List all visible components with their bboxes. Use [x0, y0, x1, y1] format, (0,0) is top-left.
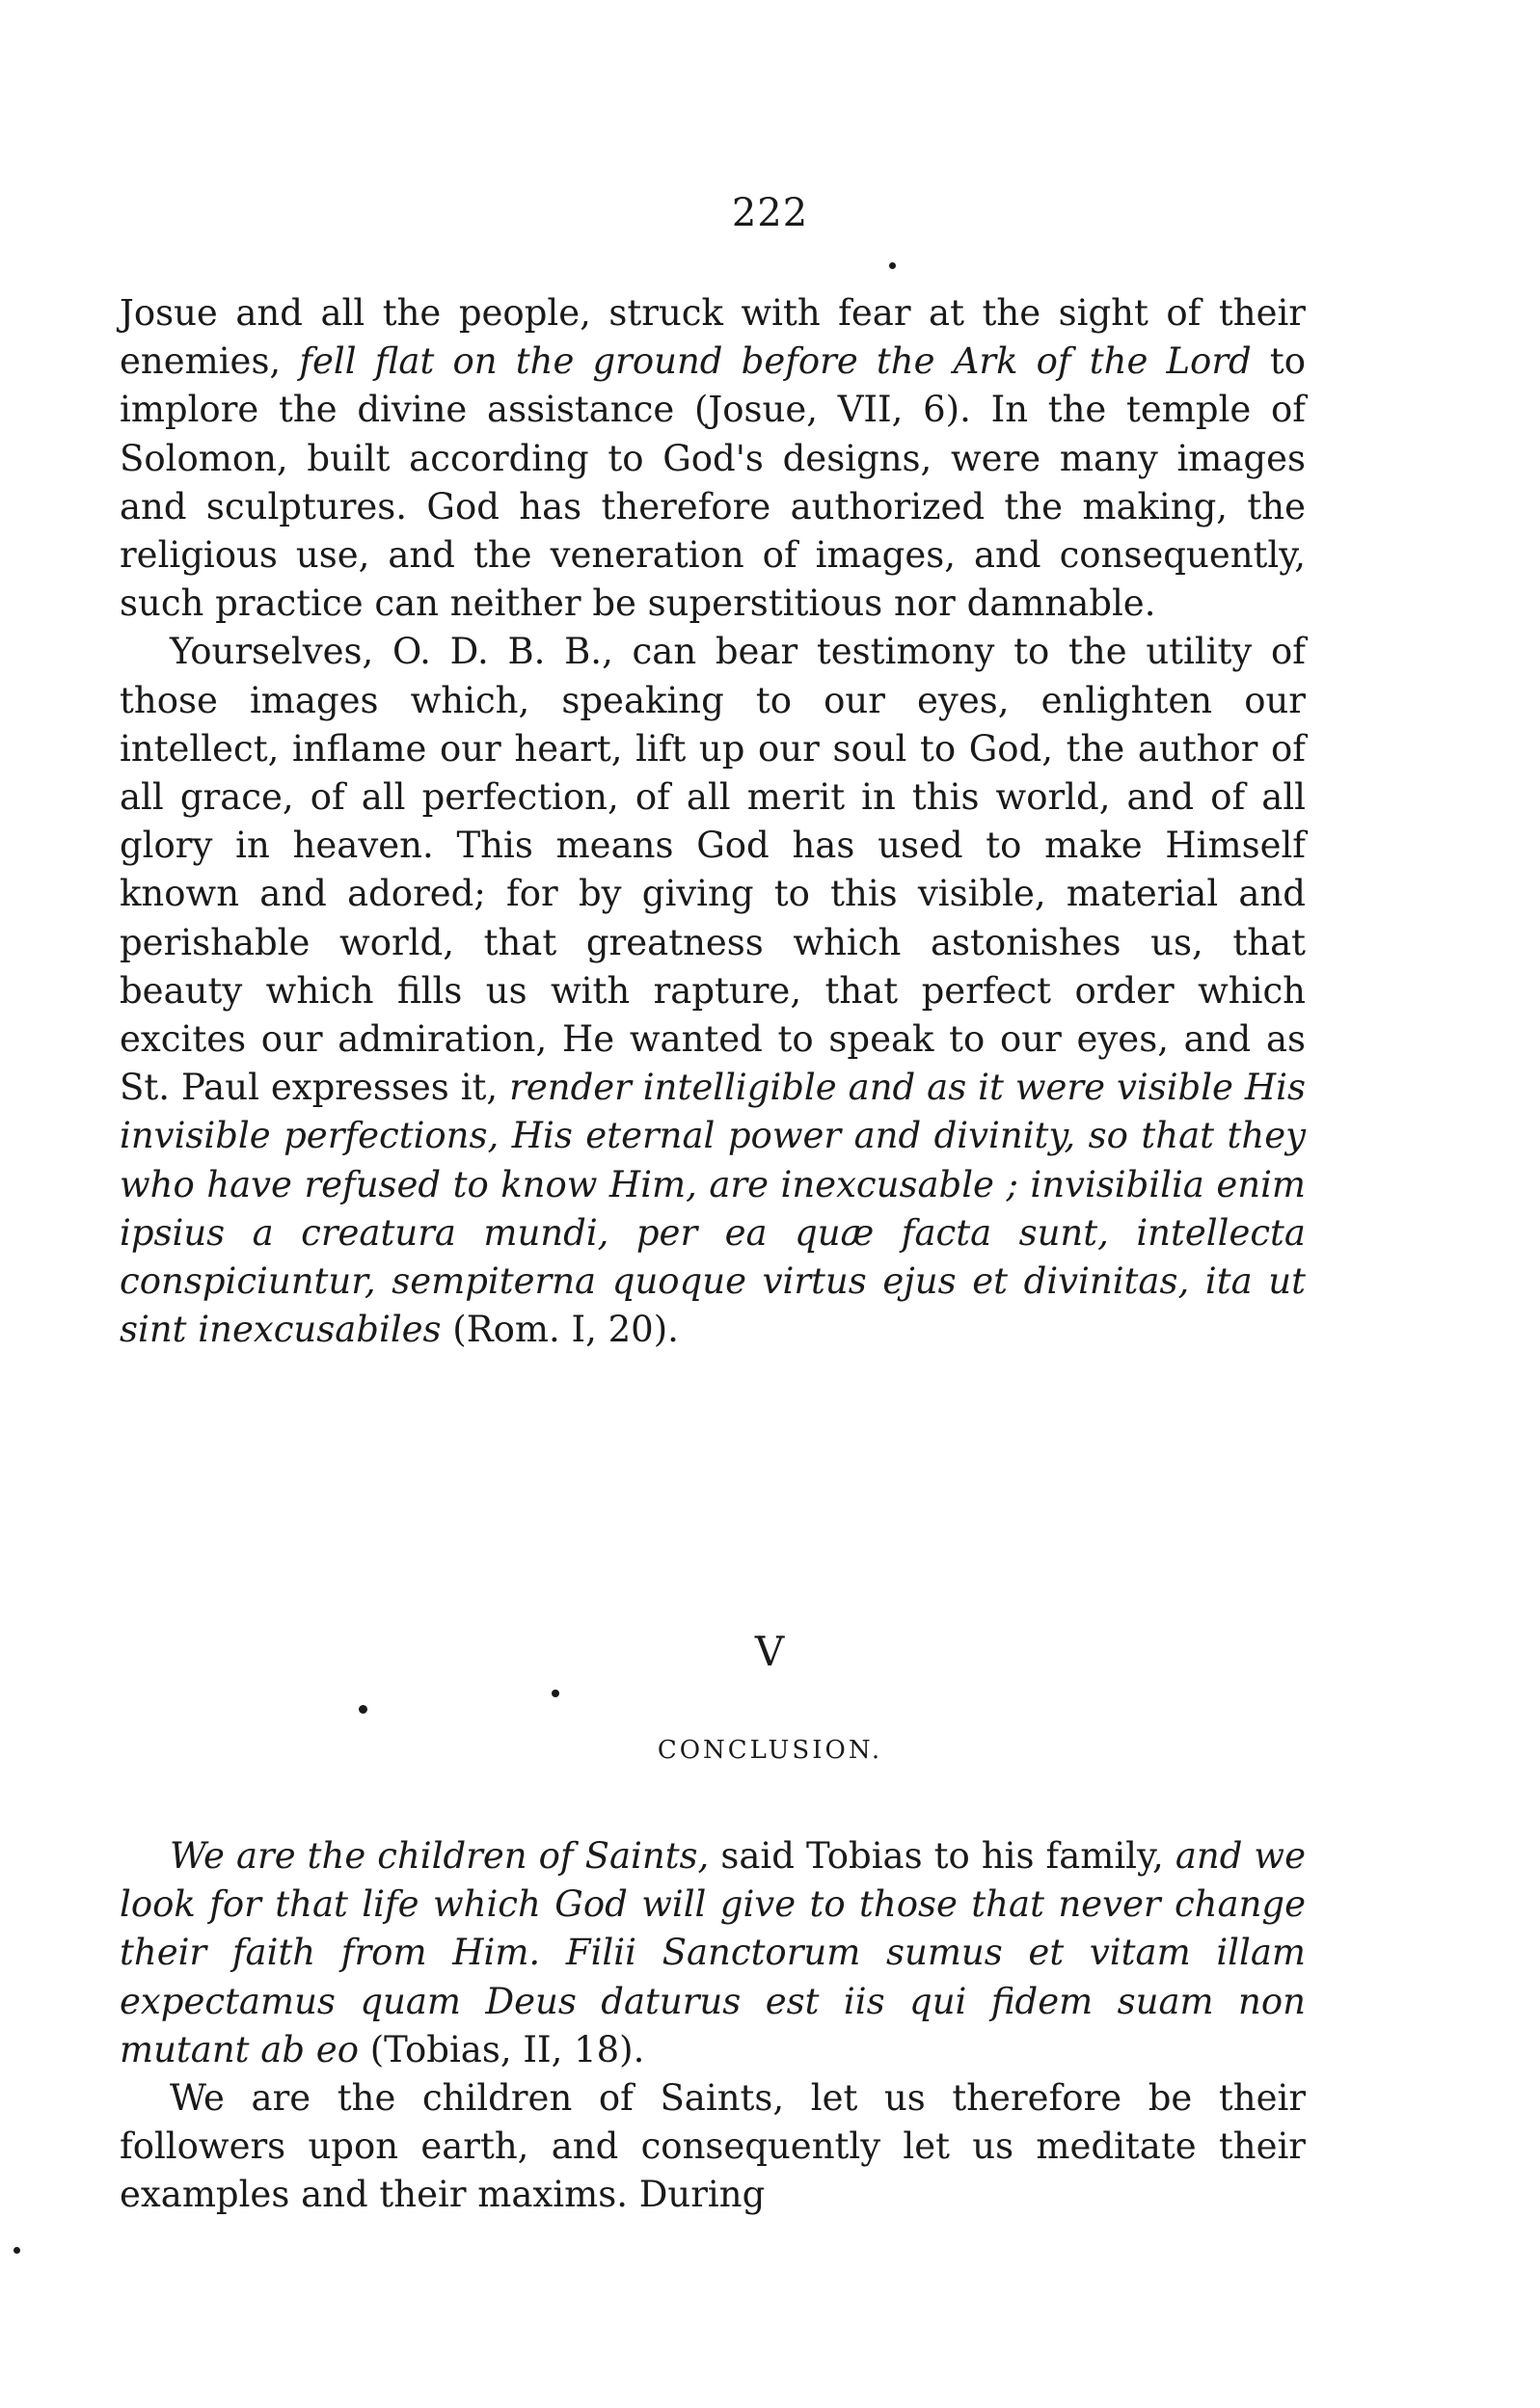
paragraph-tobias-italic-1: We are the children of Saints, [170, 1835, 710, 1877]
ink-speck [552, 1690, 559, 1697]
paragraph-testimony-italic: render intelligible and as it were visible His invisible perfections, His eternal power and divinity, so that they who have refused to know Him, are inexcusable ; invisibilia enim ipsius a creatura mundi, per ea quæ facta sunt, intellecta conspiciuntur, sempiterna quoque virtus ejus et divinitas, ita ut sint inexcusabiles [120, 1067, 1306, 1351]
paragraph-tobias-italic-2: and we look for that life which God will give to those that never change their faith from Him. Filii Sanctorum sumus et vitam illam expectamus quam Deus daturus est iis qui fidem suam non mutant ab eo [120, 1835, 1306, 2070]
body-text [120, 289, 1306, 1354]
ink-speck [359, 1705, 367, 1714]
section-heading-text: CONCLUSION. [657, 1736, 883, 1765]
paragraph-testimony-text-2: (Rom. I, 20). [441, 1309, 679, 1351]
ink-speck [889, 262, 896, 269]
paragraph-testimony [120, 628, 1306, 1354]
paragraph-testimony-text-1: Yourselves, O. D. B. B., can bear testimony to the utility of those images which, speaking to our eyes, enlighten our intellect, inflame our heart, lift up our soul to God, the author of all grace, of all perfection, of all merit in this world, and of all glory in heaven. This means God has used to make Himself known and adored; for by giving to this visible, material and perishable world, that greatness which astonishes us, that beauty which fills us with rapture, that perfect order which excites our admiration, He wanted to speak to our eyes, and as St. Paul expresses it, [120, 631, 1306, 1109]
paragraph-josue [120, 289, 1306, 628]
page-number: 222 [731, 191, 809, 235]
section-heading [0, 1736, 1540, 1765]
ink-speck [14, 2247, 20, 2254]
paragraph-tobias [120, 1832, 1306, 2074]
paragraph-tobias-text-2: (Tobias, II, 18). [358, 2028, 645, 2070]
paragraph-josue-italic: fell flat on the ground before the Ark of the Lord [299, 340, 1252, 383]
paragraph-josue-text-1: Josue and all the people, struck with fear at the sight of their enemies, [120, 292, 1306, 383]
paragraph-tobias-text-1: said Tobias to his family, [709, 1835, 1175, 1877]
conclusion-text [120, 1832, 1306, 2220]
section-numeral: V [754, 1628, 786, 1675]
paragraph-followers: We are the children of Saints, let us therefore be their followers upon earth, and consequently let us meditate their examples and their maxims. During [120, 2077, 1306, 2216]
paragraph-josue-text-2: to implore the divine assistance (Josue, VII, 6). In the temple of Solomon, built according to God's designs, were many images and sculptures. God has therefore authorized the making, the religious use, and the veneration of images, and consequently, such practice can neither be superstitious nor damnable. [120, 340, 1307, 625]
